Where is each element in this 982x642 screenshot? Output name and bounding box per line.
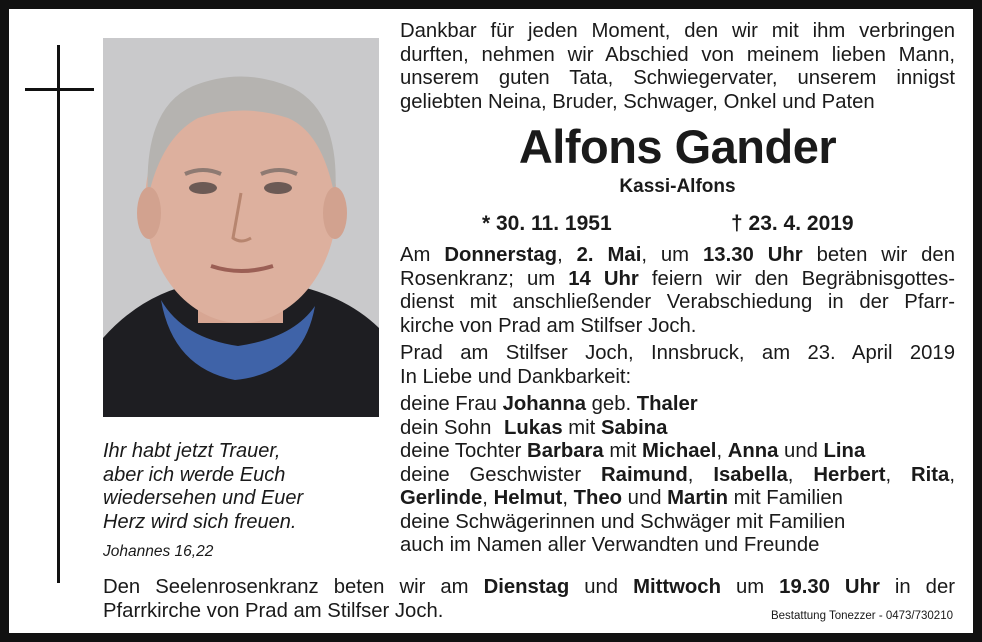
family-son: dein Sohn Lukas mit Sabina bbox=[400, 416, 668, 439]
family-siblings-cont: Gerlinde, Helmut, Theo und Martin mit Familien bbox=[400, 487, 843, 509]
birth-date: * 30. 11. 1951 bbox=[482, 212, 612, 235]
service-line: Rosenkranz; um 14 Uhr feiern wir den Begräbnisgottes- bbox=[400, 267, 955, 290]
quote-line: wiedersehen und Euer bbox=[103, 487, 304, 509]
portrait-photo bbox=[103, 38, 379, 417]
quote-reference: Johannes 16,22 bbox=[103, 543, 214, 560]
rosary-line: Den Seelenrosenkranz beten wir am Dienstag und Mittwoch um 19.30 Uhr in der bbox=[103, 576, 955, 598]
family-inlaws: deine Schwägerinnen und Schwäger mit Familien bbox=[400, 510, 846, 533]
family-siblings: deine Geschwister Raimund, Isabella, Herbert, Rita, bbox=[400, 463, 955, 486]
in-love-heading: In Liebe und Dankbarkeit: bbox=[400, 365, 632, 388]
nickname: Kassi-Alfons bbox=[619, 176, 736, 197]
quote-line: Herz wird sich freuen. bbox=[103, 510, 297, 533]
undertaker-credit: Bestattung Tonezzer - 0473/730210 bbox=[770, 610, 953, 622]
rosary-line: Pfarrkirche von Prad am Stilfser Joch. bbox=[103, 599, 444, 622]
family-wife: deine Frau Johanna geb. Thaler bbox=[400, 393, 698, 415]
death-date: † 23. 4. 2019 bbox=[731, 212, 854, 235]
quote-line: aber ich werde Euch bbox=[103, 463, 286, 486]
quote-line: Ihr habt jetzt Trauer, bbox=[103, 440, 281, 462]
intro-text bbox=[400, 20, 955, 114]
intro-line: unserem guten Tata, Schwiegervater, unserem innigst bbox=[400, 67, 955, 89]
service-line: kirche von Prad am Stilfser Joch. bbox=[400, 314, 697, 337]
family-daughter: deine Tochter Barbara mit Michael, Anna und Lina bbox=[400, 440, 866, 462]
place-date: Prad am Stilfser Joch, Innsbruck, am 23. April 2019 bbox=[400, 342, 955, 364]
bible-quote bbox=[103, 440, 383, 534]
intro-line: durften, nehmen wir Abschied von meinem lieben Mann, bbox=[400, 43, 955, 66]
service-line: dienst mit anschließender Verabschiedung in der Pfarr- bbox=[400, 291, 955, 313]
service-line: Am Donnerstag, 2. Mai, um 13.30 Uhr beten wir den bbox=[400, 244, 955, 266]
cross-icon bbox=[57, 45, 60, 583]
cross-icon-bar bbox=[25, 88, 94, 91]
intro-line: geliebten Neina, Bruder, Schwager, Onkel und Paten bbox=[400, 90, 875, 113]
family-relatives: auch im Namen aller Verwandten und Freunde bbox=[400, 534, 820, 556]
service-details bbox=[400, 244, 955, 558]
deceased-name: Alfons Gander bbox=[518, 120, 837, 173]
intro-line: Dankbar für jeden Moment, den wir mit ihm verbringen bbox=[400, 20, 955, 42]
